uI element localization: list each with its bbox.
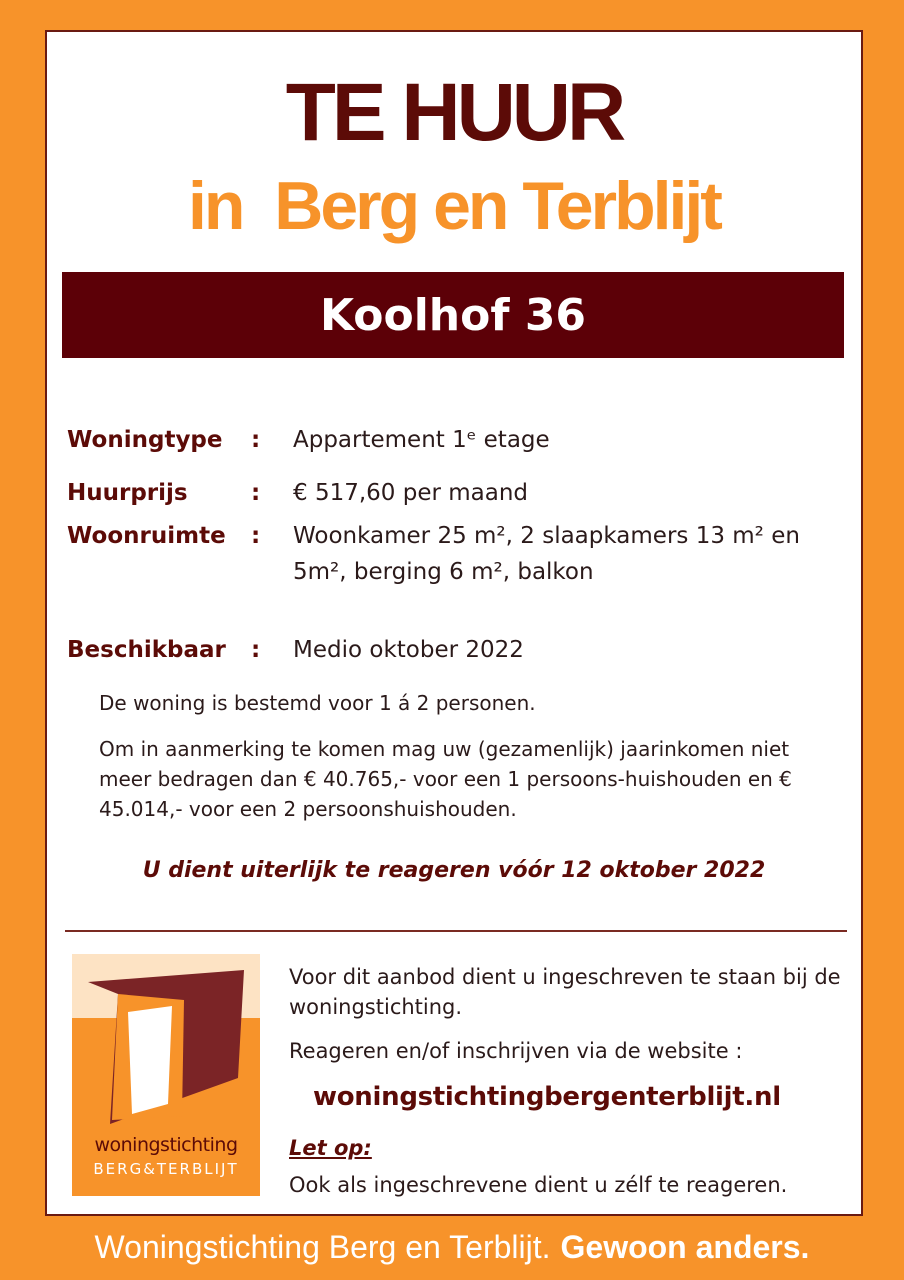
detail-colon: : [251, 480, 261, 506]
detail-label: Woonruimte [67, 523, 226, 549]
detail-label: Huurprijs [67, 480, 188, 506]
address-banner [62, 272, 844, 358]
footer [0, 1222, 904, 1272]
divider [65, 930, 847, 932]
logo-name: woningstichting [94, 1134, 238, 1156]
detail-colon: : [251, 523, 261, 549]
address-text: Koolhof 36 [319, 289, 587, 341]
deadline-text: U dient uiterlijk te reageren vóór 12 oktober 2022 [142, 858, 766, 883]
attention-text: Ook als ingeschrevene dient u zélf te reageren. [289, 1173, 788, 1197]
website-link[interactable]: woningstichtingbergenterblijt.nl [313, 1082, 781, 1112]
detail-label: Woningtype [67, 427, 223, 453]
registration-text: Voor dit aanbod dient u ingeschreven te staan bij de woningstichting. [289, 965, 841, 1019]
detail-colon: : [251, 637, 261, 663]
poster-sheet [45, 30, 863, 1216]
detail-value: Woonkamer 25 m², 2 slaapkamers 13 m² en 5m², berging 6 m², balkon [293, 523, 800, 585]
poster-subtitle: in Berg en Terblijt [188, 168, 720, 244]
footer-name: Woningstichting Berg en Terblijt. [94, 1229, 551, 1265]
detail-value: Appartement 1ᵉ etage [293, 427, 550, 453]
persons-note: De woning is bestemd voor 1 á 2 personen. [99, 691, 536, 715]
detail-value: Medio oktober 2022 [293, 637, 524, 663]
poster-title: TE HUUR [285, 67, 623, 158]
logo-location: BERG&TERBLIJT [93, 1160, 239, 1178]
detail-colon: : [251, 427, 261, 453]
attention-label: Let op: [289, 1136, 372, 1160]
footer-slogan: Gewoon anders. [560, 1229, 810, 1265]
react-via-text: Reageren en/of inschrijven via de website : [289, 1039, 743, 1063]
income-note: Om in aanmerking te komen mag uw (gezamenlijk) jaarinkomen niet meer bedragen dan € 40.765,- voor een 1 persoons-huishouden en € 45.014,- voor een 2 persoonshuishouden. [99, 737, 792, 821]
logo [72, 954, 260, 1196]
detail-label: Beschikbaar [67, 637, 226, 663]
detail-value: € 517,60 per maand [293, 480, 529, 506]
